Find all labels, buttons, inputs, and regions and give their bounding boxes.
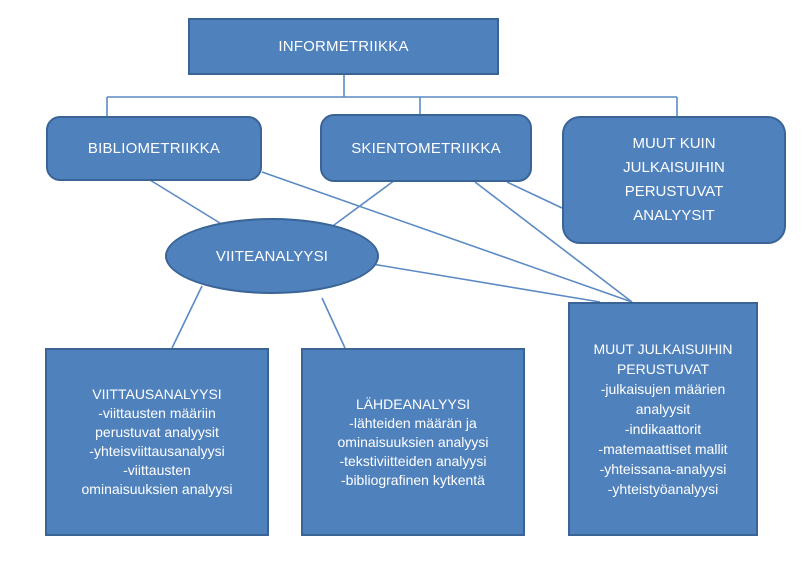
viiteanalyysi-label: VIITEANALYYSI (215, 247, 329, 265)
informetriikka-label: INFORMETRIIKKA (278, 38, 409, 55)
muut-julkaisuihin-line-8: -yhteistyöanalyysi (607, 481, 719, 497)
connector-skiento-to-viite (330, 180, 395, 228)
muut-julkaisuihin-line-1: MUUT JULKAISUIHIN (593, 341, 733, 357)
viittausanalyysi-line-5: -viittausten (123, 462, 191, 478)
connector-viite-to-lahdeanalyysi (322, 298, 345, 348)
viittausanalyysi-line-2: -viittausten määriin (98, 405, 216, 421)
viittausanalyysi-line-3: perustuvat analyysit (95, 424, 219, 440)
lahdeanalyysi-line-2: -lähteiden määrän ja (349, 414, 477, 431)
viiteanalyysi-node (165, 218, 379, 294)
viittausanalyysi-line-4: -yhteisviittausanalyysi (89, 443, 225, 459)
lahdeanalyysi-node (301, 348, 525, 536)
skientometriikka-node (320, 114, 532, 182)
muut-julkaisuihin-line-6: -matemaattiset mallit (598, 441, 728, 457)
lahdeanalyysi-line-1: LÄHDEANALYYSI (355, 395, 471, 412)
connector-viite-to-muut-julkaisuihin (360, 262, 600, 302)
bibliometriikka-label: BIBLIOMETRIIKKA (87, 140, 221, 157)
viittausanalyysi-line-6: ominaisuuksien analyysi (81, 481, 233, 497)
muut-analyysit-line-2: JULKAISUIHIN (623, 159, 725, 176)
muut-analyysit-line-3: PERUSTUVAT (624, 183, 724, 200)
lahdeanalyysi-line-4: -tekstiviitteiden analyysi (339, 452, 487, 469)
connector-viite-to-viittausanalyysi (172, 286, 202, 348)
muut-analyysit-line-1: MUUT KUIN (632, 135, 716, 152)
skientometriikka-label: SKIENTOMETRIIKKA (351, 139, 501, 157)
informetriikka-node (188, 18, 499, 75)
viittausanalyysi-line-1: VIITTAUSANALYYSI (92, 386, 222, 402)
muut-julkaisuihin-line-3: -julkaisujen määrien (600, 381, 726, 397)
bibliometriikka-node (46, 116, 262, 181)
muut-julkaisuihin-node (568, 302, 758, 536)
muut-julkaisuihin-line-2: PERUSTUVAT (616, 361, 710, 377)
muut-julkaisuihin-line-5: -indikaattorit (624, 421, 702, 437)
lahdeanalyysi-line-5: -bibliografinen kytkentä (341, 471, 485, 488)
viittausanalyysi-node (45, 348, 269, 536)
muut-julkaisuihin-line-7: -yhteissana-analyysi (599, 461, 727, 477)
muut-analyysit-node (562, 116, 786, 244)
muut-analyysit-line-4: ANALYYSIT (633, 207, 715, 224)
connector-biblio-to-viite (150, 180, 228, 228)
lahdeanalyysi-line-3: ominaisuuksien analyysi (337, 433, 489, 450)
connector-skiento-to-muut-analyysit (507, 182, 562, 208)
muut-julkaisuihin-line-4: analyysit (635, 401, 691, 417)
